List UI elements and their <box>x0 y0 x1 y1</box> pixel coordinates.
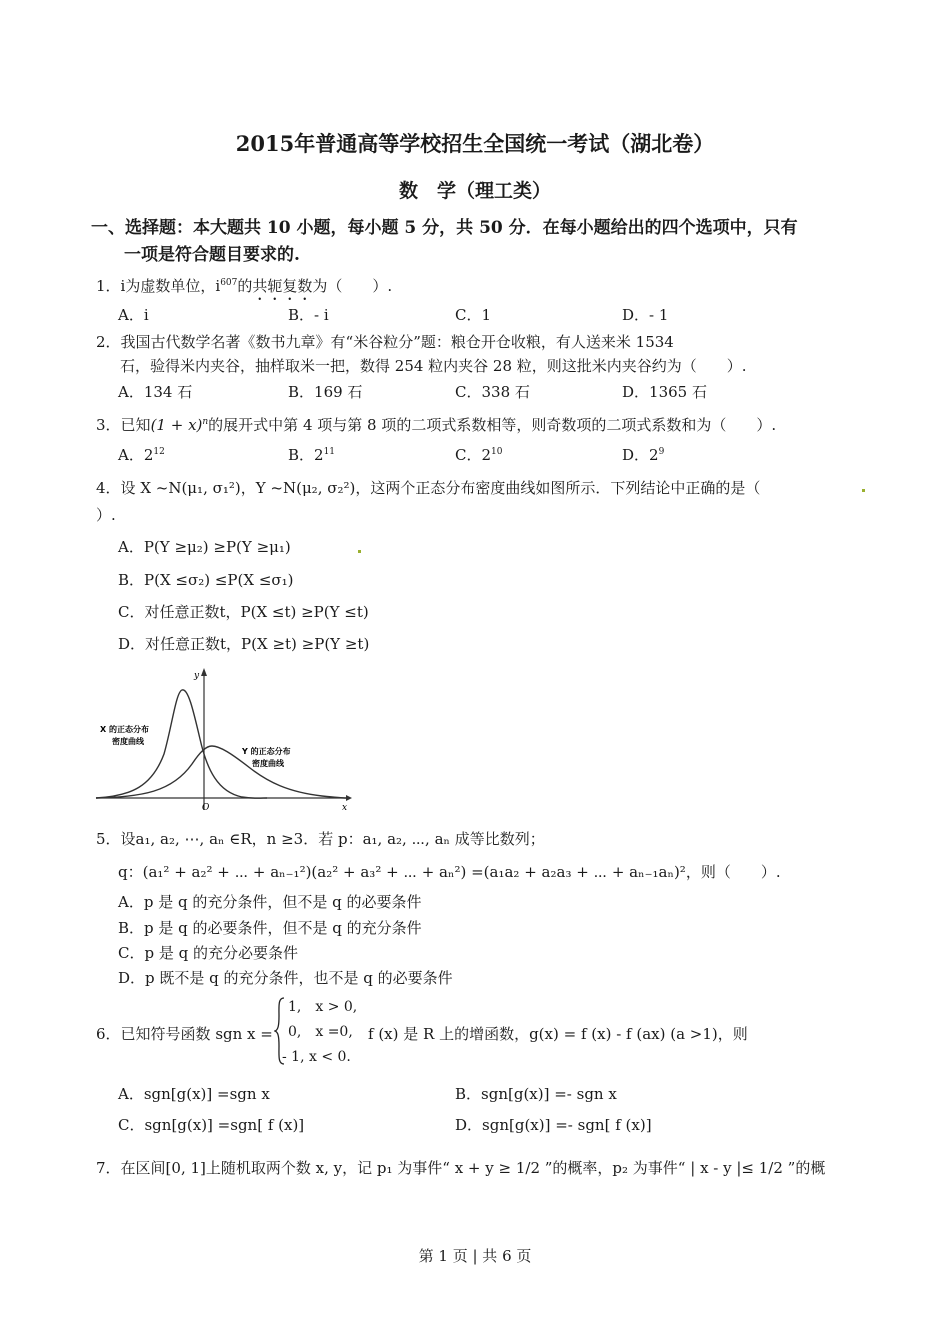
option-b: B．169 石 <box>288 383 363 401</box>
question-number: 2． <box>96 333 121 351</box>
page-footer: 第 1 页 | 共 6 页 <box>418 1247 532 1265</box>
option-a: A．134 石 <box>118 383 193 401</box>
y-curve-label-2: 密度曲线 <box>252 759 284 768</box>
question-number: 7． <box>96 1159 121 1177</box>
option-c: C．sgn[g(x)] =sgn[ f (x)] <box>118 1116 305 1134</box>
option-a: A．p 是 q 的充分条件，但不是 q 的必要条件 <box>118 893 422 911</box>
question-5: 5．设a₁, a₂, ⋯, aₙ ∈R，n ≥3．若 p：a₁, a₂, ⋯, aₙ 成等比数列； <box>96 830 545 848</box>
option-c: C．对任意正数t，P(X ≤t) ≥P(Y ≤t) <box>118 603 369 621</box>
option-d: D．- 1 <box>622 306 669 324</box>
option-b: B．P(X ≤σ₂) ≤P(X ≤σ₁) <box>118 571 294 589</box>
question-2-cont: 石，验得米内夹谷，抽样取米一把，数得 254 粒内夹谷 28 粒，则这批米内夹谷约为（ ）. <box>120 357 747 375</box>
y-axis-label: y <box>194 671 200 681</box>
option-b: B．$2^{11}$ <box>288 446 336 464</box>
question-1: 1．i为虚数单位，$i^{607}$的共轭复数为（ ）. <box>96 277 393 295</box>
option-d: D．sgn[g(x)] =- sgn[ f (x)] <box>455 1116 652 1134</box>
option-a: A．sgn[g(x)] =sgn x <box>118 1085 270 1103</box>
question-6-cont: f (x) 是 R 上的增函数，g(x) = f (x) - f (ax) (a >1)，则 <box>368 1025 748 1043</box>
option-a: A．P(Y ≥μ₂) ≥P(Y ≥μ₁) <box>118 538 291 556</box>
scan-mark <box>358 550 361 553</box>
x-axis-label: x <box>342 803 348 813</box>
section-header: 一、选择题：本大题共 10 小题，每小题 5 分，共 50 分．在每小题给出的四个选项中，只有 <box>91 218 798 238</box>
question-2: 2．我国古代数学名著《数书九章》有“米谷粒分”题：粮仓开仓收粮，有人送来米 1534 <box>96 333 674 351</box>
option-b: B．- i <box>288 306 329 324</box>
scan-mark <box>862 489 865 492</box>
question-7: 7．在区间[0, 1]上随机取两个数 x, y，记 p₁ 为事件“ x + y ≥ 1/2 ”的概率，p₂ 为事件“ | x - y |≤ 1/2 ”的概 <box>96 1159 826 1177</box>
x-curve-label-2: 密度曲线 <box>112 737 144 746</box>
option-d: D．1365 石 <box>622 383 707 401</box>
question-3: 3．已知$(1 + x)^n$的展开式中第 4 项与第 8 项的二项式系数相等，则奇数项的二项式系数和为（ ）. <box>96 416 777 434</box>
normal-distribution-figure <box>92 664 354 814</box>
question-number: 6． <box>96 1025 121 1043</box>
piecewise-case-2: 0, x =0, <box>288 1024 353 1040</box>
origin-label: O <box>202 803 210 813</box>
piecewise-case-1: 1, x > 0, <box>288 999 358 1015</box>
option-c: C．$2^{10}$ <box>455 446 503 464</box>
normal-curves-svg <box>92 664 354 814</box>
question-number: 5． <box>96 830 121 848</box>
question-5-cont: q：(a₁² + a₂² + ⋯ + aₙ₋₁²)(a₂² + a₃² + ⋯ + aₙ²) =(a₁a₂ + a₂a₃ + ⋯ + aₙ₋₁aₙ)²，则（ ）. <box>118 863 781 881</box>
option-a: A．i <box>118 306 149 324</box>
option-c: C．p 是 q 的充分必要条件 <box>118 944 298 962</box>
option-d: D．$2^9$ <box>622 446 665 464</box>
y-curve-label: Y 的正态分布 <box>242 747 291 756</box>
option-b: B．sgn[g(x)] =- sgn x <box>455 1085 617 1103</box>
exam-title: 2015年普通高等学校招生全国统一考试（湖北卷） <box>235 131 715 156</box>
exam-subtitle: 数 学（理工类） <box>398 180 551 202</box>
piecewise-case-3: - 1, x < 0. <box>282 1049 351 1065</box>
option-a: A．$2^{12}$ <box>118 446 165 464</box>
emphasized-text: 共轭复数 <box>252 277 313 295</box>
question-number: 4． <box>96 479 121 497</box>
question-4-cont: ）. <box>96 506 116 524</box>
x-curve-label: X 的正态分布 <box>100 725 149 734</box>
section-header-cont: 一项是符合题目要求的. <box>124 245 300 265</box>
y-axis-arrow <box>201 668 207 676</box>
question-4: 4．设 X ~N(μ₁, σ₁²)，Y ~N(μ₂, σ₂²)，这两个正态分布密度曲线如图所示．下列结论中正确的是（ <box>96 479 761 497</box>
question-number: 1． <box>96 277 121 295</box>
option-b: B．p 是 q 的必要条件，但不是 q 的充分条件 <box>118 919 422 937</box>
option-c: C．338 石 <box>455 383 530 401</box>
question-6: 6．已知符号函数 sgn x = <box>96 1025 273 1043</box>
question-number: 3． <box>96 416 121 434</box>
option-c: C．1 <box>455 306 492 324</box>
x-axis-arrow <box>346 795 352 801</box>
option-d: D．p 既不是 q 的充分条件，也不是 q 的必要条件 <box>118 969 453 987</box>
option-d: D．对任意正数t，P(X ≥t) ≥P(Y ≥t) <box>118 635 370 653</box>
